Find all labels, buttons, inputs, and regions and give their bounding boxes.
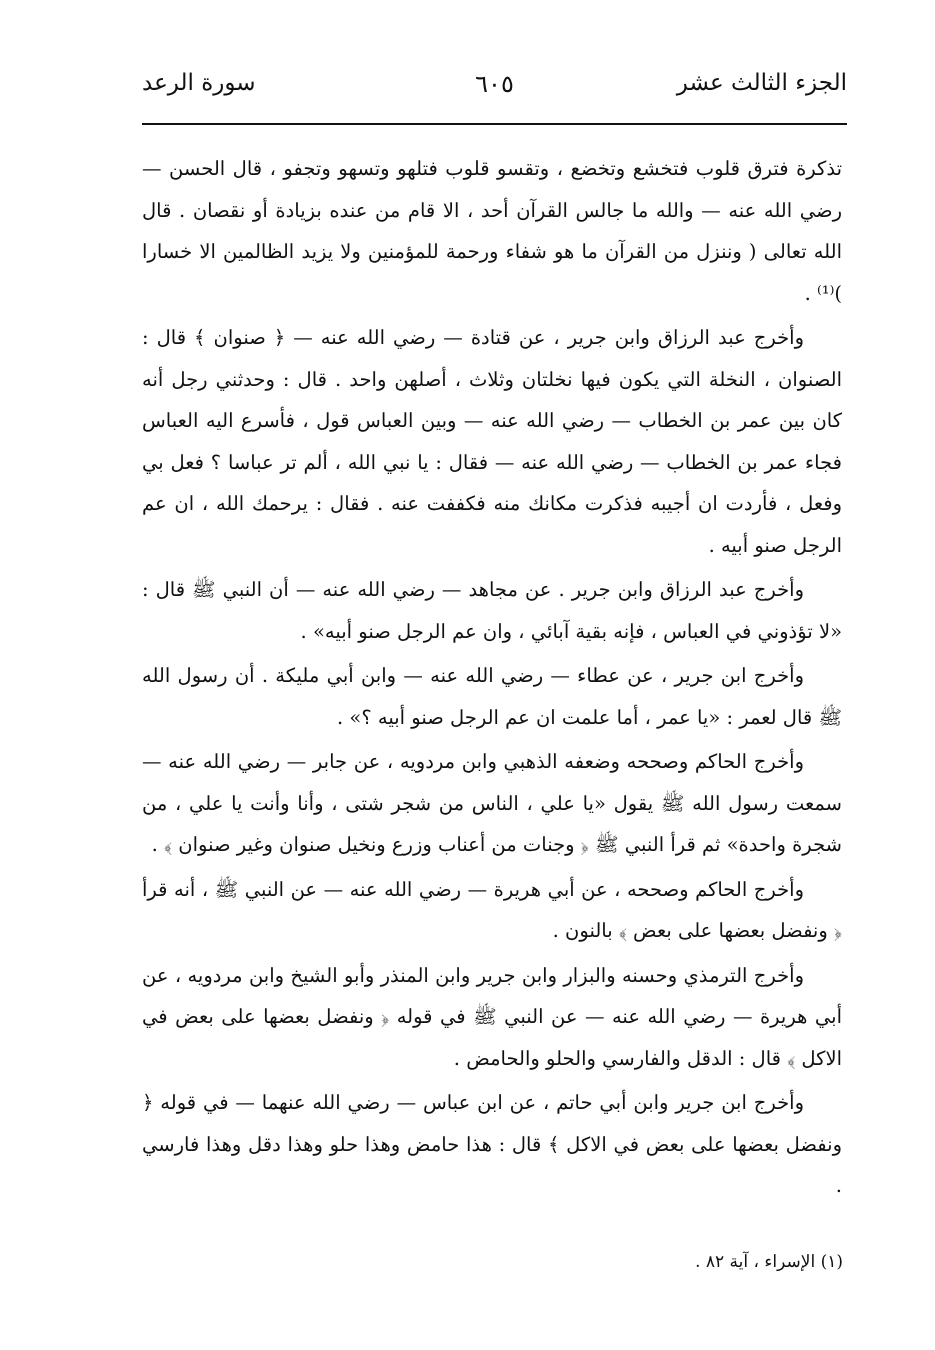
page-body: [142, 148, 842, 1207]
paragraph-continuation: تذكرة فترق قلوب فتخشع وتخضع ، وتقسو قلوب فتلهو وتسهو وتجفو ، قال الحسن — رضي الله عنه — والله ما جالس القرآن أحد ، الا قام من عنده بزيادة أو نقصان . قال الله تعالى ( وننزل من القرآن ما هو شفاء ورحمة للمؤمنين ولا يزيد الظالمين الا خسارا )⁽¹⁾ .: [142, 157, 842, 305]
page-header: [142, 68, 847, 108]
paragraph: وأخرج ابن جرير وابن أبي حاتم ، عن ابن عباس — رضي الله عنهما — في قوله ﴿ ونفضل بعضها على بعض في الاكل ﴾ قال : هذا حامض وهذا حلو وهذا دقل وهذا فارسي .: [142, 1091, 842, 1197]
footnote: (١) الإسراء ، آية ٨٢ .: [695, 1252, 843, 1272]
surah-label: سورة الرعد: [142, 70, 256, 96]
paragraph: وأخرج الحاكم وصححه ، عن أبي هريرة — رضي الله عنه — عن النبي ﷺ ، أنه قرأ ﴿ ونفضل بعضها على بعض ﴾ بالنون .: [142, 877, 842, 942]
paragraph: وأخرج الحاكم وصححه وضعفه الذهبي وابن مردويه ، عن جابر — رضي الله عنه — سمعت رسول الله ﷺ يقول «يا علي ، الناس من شجر شتى ، وأنا وأنت يا علي ، من شجرة واحدة» ثم قرأ النبي ﷺ ﴿ وجنات من أعناب وزرع ونخيل صنوان وغير صنوان ﴾ .: [142, 750, 842, 856]
paragraph: وأخرج عبد الرزاق وابن جرير ، عن قتادة — رضي الله عنه — ﴿ صنوان ﴾ قال : الصنوان ، النخلة التي يكون فيها نخلتان وثلاث ، أصلهن واحد . قال : وحدثني رجل أنه كان بين عمر بن الخطاب — رضي الله عنه — وبين العباس قول ، فأسرع اليه العباس فجاء عمر بن الخطاب — رضي الله عنه — فقال : يا نبي الله ، ألم تر عباسا ؟ فعل بي وفعل ، فأردت ان أجيبه فذكرت مكانك منه فكففت عنه . فقال : يرحمك الله ، ان عم الرجل صنو أبيه .: [142, 326, 842, 557]
paragraph: وأخرج عبد الرزاق وابن جرير . عن مجاهد — رضي الله عنه — أن النبي ﷺ قال : «لا تؤذوني في العباس ، فإنه بقية آبائي ، وان عم الرجل صنو أبيه» .: [142, 578, 842, 643]
header-rule: [142, 123, 847, 125]
page-number: ٦٠٥: [475, 70, 514, 98]
paragraph: وأخرج ابن جرير ، عن عطاء — رضي الله عنه — وابن أبي مليكة . أن رسول الله ﷺ قال لعمر : «يا عمر ، أما علمت ان عم الرجل صنو أبيه ؟» .: [142, 664, 842, 729]
juz-label: الجزء الثالث عشر: [676, 70, 847, 96]
paragraph: وأخرج الترمذي وحسنه والبزار وابن جرير وابن المنذر وأبو الشيخ وابن مردويه ، عن أبي هريرة — رضي الله عنه — عن النبي ﷺ في قوله ﴿ ونفضل بعضها على بعض في الاكل ﴾ قال : الدقل والفارسي والحلو والحامض .: [142, 963, 842, 1070]
